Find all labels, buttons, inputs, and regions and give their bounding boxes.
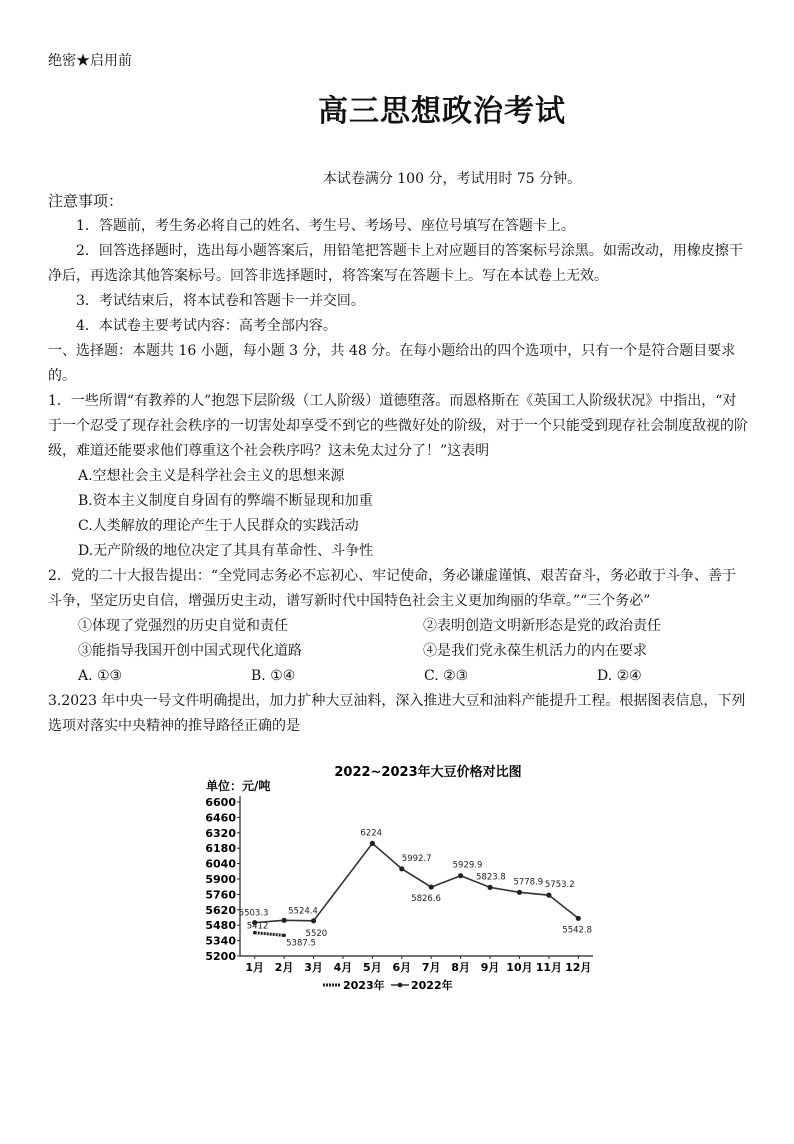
q1-option-b: B.资本主义制度自身固有的弊端不断显现和加重 [78, 493, 373, 509]
x-tick-label: 2月 [274, 961, 294, 974]
data-label-2022: 5992.7 [401, 853, 432, 864]
point-2022 [282, 918, 287, 923]
page-title: 高三思想政治考试 [318, 94, 566, 129]
x-tick-label: 5月 [363, 961, 382, 974]
x-tick-label: 4月 [333, 961, 353, 974]
y-tick-label: 6040 [205, 857, 236, 871]
x-tick-label: 10月 [506, 961, 533, 974]
y-tick-label: 5620 [205, 903, 236, 917]
point-2022 [370, 841, 375, 846]
y-tick-label: 6180 [205, 842, 236, 856]
legend-label-2022: 2022年 [411, 979, 453, 992]
y-tick-label: 6460 [205, 811, 236, 825]
point-2022 [458, 873, 463, 878]
data-label-2022: 5929.9 [452, 860, 483, 871]
x-tick-label: 7月 [421, 961, 441, 974]
point-2022 [517, 890, 522, 895]
y-tick-label: 5760 [205, 888, 236, 902]
question-1-stem: 1．一些所谓“有教养的人”抱怨下层阶级（工人阶级）道德堕落。而恩格斯在《英国工人阶级状况》中指出，“对于一个忍受了现存社会秩序的一切害处却享受不到它的些微好处的阶级，对于一个只能受到现存社会制度敌视的阶级，难道还能要求他们尊重这个社会秩序吗？这未免太过分了！”这表明 [48, 393, 748, 459]
notice-item: 3．考试结束后，将本试卷和答题卡一并交回。 [76, 293, 365, 309]
data-label-2022: 5823.8 [476, 872, 506, 883]
y-tick-label: 5900 [205, 873, 236, 886]
q2-option-c: C. ②③ [424, 668, 469, 684]
notice-item: 4．本试卷主要考试内容：高考全部内容。 [76, 318, 337, 334]
point-2022 [311, 918, 316, 923]
q1-option-a: A.空想社会主义是科学社会主义的思想来源 [78, 468, 345, 484]
notice-heading: 注意事项： [48, 192, 124, 210]
data-label-2022: 5753.2 [544, 880, 575, 891]
q1-option-d: D.无产阶级的地位决定了其具有革命性、斗争性 [78, 543, 374, 559]
legend-marker-2022 [398, 983, 403, 988]
x-tick-label: 6月 [392, 961, 412, 974]
exam-note: 本试卷满分 100 分，考试用时 75 分钟。 [322, 171, 582, 187]
data-label-2022: 6224 [360, 828, 383, 839]
data-label-2022: 5826.6 [411, 894, 441, 905]
x-tick-label: 3月 [304, 961, 323, 974]
data-label-2022: 5503.3 [238, 908, 269, 919]
y-tick-label: 5200 [205, 950, 236, 963]
question-3-stem: 3.2023 年中央一号文件明确提出，加力扩种大豆油料，深入推进大豆和油料产能提升工程。根据图表信息，下列选项对落实中央精神的推导路径正确的是 [48, 693, 746, 734]
question-2-stem: 2．党的二十大报告提出：“全党同志务必不忘初心、牢记使命，务必谦虚谨慎、艰苦奋斗，务必敢于斗争、善于斗争，坚定历史自信，增强历史主动，谱写新时代中国特色社会主义更加绚丽的华章。”“三个务必” [48, 568, 737, 609]
q1-option-c: C.人类解放的理论产生于人民群众的实践活动 [78, 518, 359, 534]
data-label-2023: 5412 [246, 921, 269, 932]
x-tick-label: 8月 [451, 961, 470, 974]
x-tick-label: 12月 [565, 961, 592, 974]
y-tick-label: 5480 [205, 919, 236, 933]
q2-statement: ②表明创造文明新形态是党的政治责任 [423, 618, 661, 634]
data-label-2022: 5520 [305, 928, 328, 939]
y-tick-label: 6600 [205, 796, 236, 809]
q2-statement: ①体现了党强烈的历史自觉和责任 [78, 618, 288, 634]
q2-statements [48, 614, 748, 664]
chart-title: 2022~2023年大豆价格对比图 [334, 765, 522, 780]
point-2023 [282, 934, 286, 938]
notice-item: 2．回答选择题时，选出每小题答案后，用铅笔把答题卡上对应题目的答案标号涂黑。如需改动，用橡皮擦干净后，再选涂其他答案标号。回答非选择题时，将答案写在答题卡上。写在本试卷上无效。 [48, 243, 743, 284]
q2-statement: ④是我们党永葆生机活力的内在要求 [423, 643, 647, 659]
q2-option-d: D. ②④ [597, 668, 642, 684]
data-label-2023: 5387.5 [286, 938, 316, 949]
point-2022 [546, 893, 551, 898]
confidential-label: 绝密★启用前 [48, 53, 132, 69]
q2-option-b: B. ①④ [251, 668, 296, 684]
point-2022 [487, 885, 492, 890]
data-label-2022: 5542.8 [562, 925, 593, 936]
q2-options [48, 664, 748, 689]
soybean-price-chart [198, 756, 618, 1002]
y-tick-label: 6320 [205, 826, 236, 840]
q2-statement: ③能指导我国开创中国式现代化道路 [78, 643, 302, 659]
exam-body [48, 214, 748, 739]
data-label-2022: 5524.4 [288, 906, 318, 917]
data-label-2022: 5778.9 [513, 877, 544, 888]
q2-option-a: A. ①③ [78, 668, 123, 684]
x-tick-label: 1月 [245, 961, 265, 974]
point-2022 [399, 866, 404, 871]
notice-item: 1．答题前，考生务必将自己的姓名、考生号、考场号、座位号填写在答题卡上。 [76, 218, 575, 234]
point-2022 [576, 916, 581, 921]
x-tick-label: 11月 [535, 961, 563, 974]
x-tick-label: 9月 [480, 961, 500, 974]
chart-ylabel: 单位：元/吨 [206, 779, 271, 793]
chart-svg [198, 756, 618, 1002]
legend-label-2023: 2023年 [343, 979, 385, 992]
y-tick-label: 5340 [205, 934, 236, 948]
series-line-2023 [255, 933, 284, 936]
section-heading: 一、选择题：本题共 16 小题，每小题 3 分，共 48 分。在每小题给出的四个选项中，只有一个是符合题目要求的。 [48, 343, 736, 384]
point-2022 [429, 884, 434, 889]
